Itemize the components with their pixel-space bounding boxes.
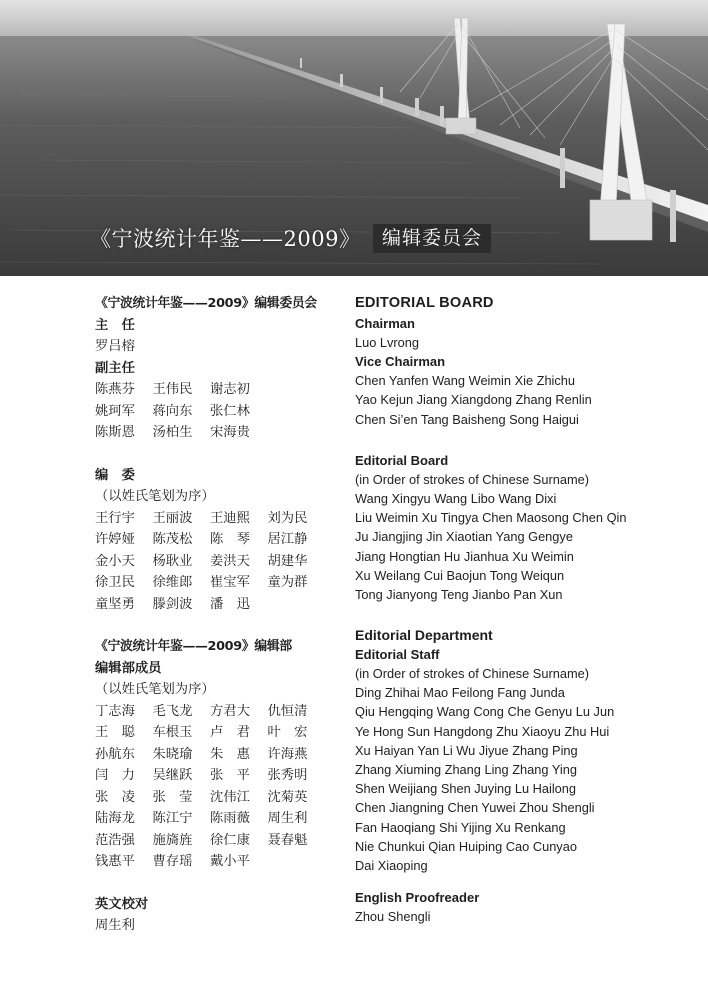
person-name: 沈菊英 — [267, 789, 308, 805]
person-name: 闫 力 — [95, 768, 135, 783]
person-name: 徐维郎 — [152, 575, 193, 590]
name-line: Yao Kejun Jiang Xiangdong Zhang Renlin — [355, 392, 592, 408]
person-name: 钱惠平 — [95, 854, 135, 869]
person-name: 方君大 — [210, 703, 250, 719]
english-proofreader-label: English Proofreader — [355, 890, 480, 906]
name-row — [95, 701, 340, 723]
person-name: 宋海贵 — [210, 425, 250, 440]
name-row — [95, 551, 340, 573]
person-name: 施旖旌 — [152, 832, 193, 848]
chairman-label: 主 任 — [95, 317, 135, 333]
person-name: 吴继跃 — [152, 768, 193, 783]
board-note: (in Order of strokes of Chinese Surname) — [355, 471, 589, 487]
name-line: Chen Yanfen Wang Weimin Xie Zhichu — [355, 373, 576, 389]
name-line: Tong Jianyong Teng Jianbo Pan Xun — [355, 586, 563, 602]
person-name: 徐卫民 — [95, 575, 135, 590]
person-name: 叶 宏 — [267, 725, 308, 740]
person-name: 居江静 — [267, 532, 308, 547]
person-name: 汤柏生 — [152, 425, 193, 440]
editorial-staff-label: Editorial Staff — [355, 647, 440, 663]
name-line: Chen Si’en Tang Baisheng Song Haigui — [355, 411, 579, 427]
person-name: 丁志海 — [95, 703, 135, 719]
person-name: 张秀明 — [267, 768, 308, 783]
editorial-department-title: Editorial Department — [355, 627, 493, 644]
name-row — [95, 830, 340, 852]
name-line: Liu Weimin Xu Tingya Chen Maosong Chen Qin — [355, 510, 627, 526]
name-line: Nie Chunkui Qian Huiping Cao Cunyao — [355, 838, 577, 854]
person-name: 杨耿业 — [152, 553, 193, 569]
person-name: 陈斯恩 — [95, 425, 135, 440]
staff-note: (in Order of strokes of Chinese Surname) — [355, 666, 589, 682]
person-name: 王伟民 — [152, 382, 193, 397]
person-name: 王迪熙 — [210, 510, 250, 526]
person-name: 聂春魁 — [267, 832, 308, 848]
person-name: 朱晓瑜 — [152, 746, 193, 762]
name-line: Fan Haoqiang Shi Yijing Xu Renkang — [355, 819, 566, 835]
vice-chairman-label: Vice Chairman — [355, 354, 446, 370]
proofreader-name: 周生利 — [95, 918, 135, 933]
name-line: Zhang Xiuming Zhang Ling Zhang Ying — [355, 762, 577, 777]
person-name: 仇恒清 — [267, 703, 308, 719]
name-line: Xu Weilang Cui Baojun Tong Weiqun — [355, 567, 565, 583]
members-note: （以姓氏笔划为序） — [95, 489, 215, 504]
person-name: 陆海龙 — [95, 811, 135, 826]
name-row — [95, 787, 340, 809]
person-name: 沈伟江 — [210, 789, 250, 805]
proofreader-label: 英文校对 — [95, 896, 149, 912]
person-name: 王丽波 — [152, 510, 193, 526]
person-name: 童坚勇 — [95, 596, 135, 612]
person-name: 王行宇 — [95, 510, 135, 526]
name-row — [95, 422, 340, 444]
name-line: Wang Xingyu Wang Libo Wang Dixi — [355, 490, 557, 506]
banner-badge: 编辑委员会 — [373, 224, 491, 253]
name-line: Ding Zhihai Mao Feilong Fang Junda — [355, 685, 565, 701]
name-row — [95, 851, 340, 873]
name-line: Jiang Hongtian Hu Jianhua Xu Weimin — [355, 548, 574, 564]
person-name: 张 凌 — [95, 789, 135, 805]
english-column — [355, 293, 685, 926]
person-name: 毛飞龙 — [152, 703, 193, 719]
name-row — [95, 744, 340, 766]
members-label: 编 委 — [95, 467, 135, 483]
person-name: 刘为民 — [267, 510, 308, 526]
person-name: 蒋向东 — [152, 403, 193, 419]
name-row — [95, 379, 340, 401]
person-name: 胡建华 — [267, 553, 308, 569]
name-line: Chen Jiangning Chen Yuwei Zhou Shengli — [355, 800, 595, 816]
name-row — [95, 529, 340, 551]
name-row — [95, 765, 340, 787]
name-row — [95, 572, 340, 594]
person-name: 崔宝军 — [210, 575, 250, 590]
person-name: 张 莹 — [152, 789, 193, 805]
banner-title: 《宁波统计年鉴——2009》 — [90, 227, 361, 251]
person-name: 陈茂松 — [152, 532, 193, 547]
person-name: 曹存瑶 — [152, 854, 193, 869]
person-name: 姚珂军 — [95, 403, 135, 419]
name-line: Shen Weijiang Shen Juying Lu Hailong — [355, 781, 577, 797]
name-line: Qiu Hengqing Wang Cong Che Genyu Lu Jun — [355, 704, 615, 720]
name-row — [95, 401, 340, 423]
person-name: 孙航东 — [95, 746, 135, 762]
person-name: 谢志初 — [210, 382, 250, 397]
person-name: 陈燕芬 — [95, 382, 135, 397]
name-line: Dai Xiaoping — [355, 857, 428, 873]
person-name: 戴小平 — [210, 854, 250, 869]
editorial-board-label: Editorial Board — [355, 452, 449, 468]
board-title: EDITORIAL BOARD — [355, 295, 494, 311]
person-name: 周生利 — [267, 811, 308, 826]
chairman-label: Chairman — [355, 316, 415, 331]
chinese-column — [95, 293, 340, 937]
person-name: 姜洪天 — [210, 553, 250, 569]
name-row — [95, 808, 340, 830]
person-name: 张 平 — [210, 768, 250, 783]
dept-heading: 《宁波统计年鉴——2009》编辑部 — [95, 639, 292, 654]
person-name: 车根玉 — [152, 725, 193, 740]
proofreader-name: Zhou Shengli — [355, 909, 431, 925]
name-row — [95, 508, 340, 530]
vice-chairman-label: 副主任 — [95, 360, 135, 376]
person-name: 范浩强 — [95, 832, 135, 848]
name-row — [95, 722, 340, 744]
person-name: 金小天 — [95, 553, 135, 569]
person-name: 许婷娅 — [95, 532, 135, 547]
person-name: 张仁林 — [210, 403, 250, 419]
board-heading: 《宁波统计年鉴——2009》编辑委员会 — [95, 296, 317, 311]
chairman-name: Luo Lvrong — [355, 335, 420, 350]
staff-label: 编辑部成员 — [95, 660, 162, 676]
chairman-name: 罗吕榕 — [95, 339, 135, 354]
person-name: 童为群 — [267, 575, 308, 590]
person-name: 潘 迅 — [210, 596, 250, 612]
header-banner — [0, 0, 708, 276]
person-name: 朱 惠 — [210, 746, 250, 762]
person-name: 徐仁康 — [210, 832, 250, 848]
person-name: 卢 君 — [210, 725, 250, 740]
person-name: 陈雨薇 — [210, 811, 250, 826]
name-line: Ye Hong Sun Hangdong Zhu Xiaoyu Zhu Hui — [355, 723, 610, 739]
name-line: Ju Jiangjing Jin Xiaotian Yang Gengye — [355, 529, 573, 545]
staff-note: （以姓氏笔划为序） — [95, 682, 215, 697]
person-name: 陈江宁 — [152, 811, 193, 826]
person-name: 陈 琴 — [210, 532, 250, 547]
name-row — [95, 594, 340, 616]
person-name: 滕剑波 — [152, 596, 193, 612]
person-name: 许海燕 — [267, 746, 308, 762]
name-line: Xu Haiyan Yan Li Wu Jiyue Zhang Ping — [355, 742, 578, 758]
person-name: 王 聪 — [95, 725, 135, 740]
